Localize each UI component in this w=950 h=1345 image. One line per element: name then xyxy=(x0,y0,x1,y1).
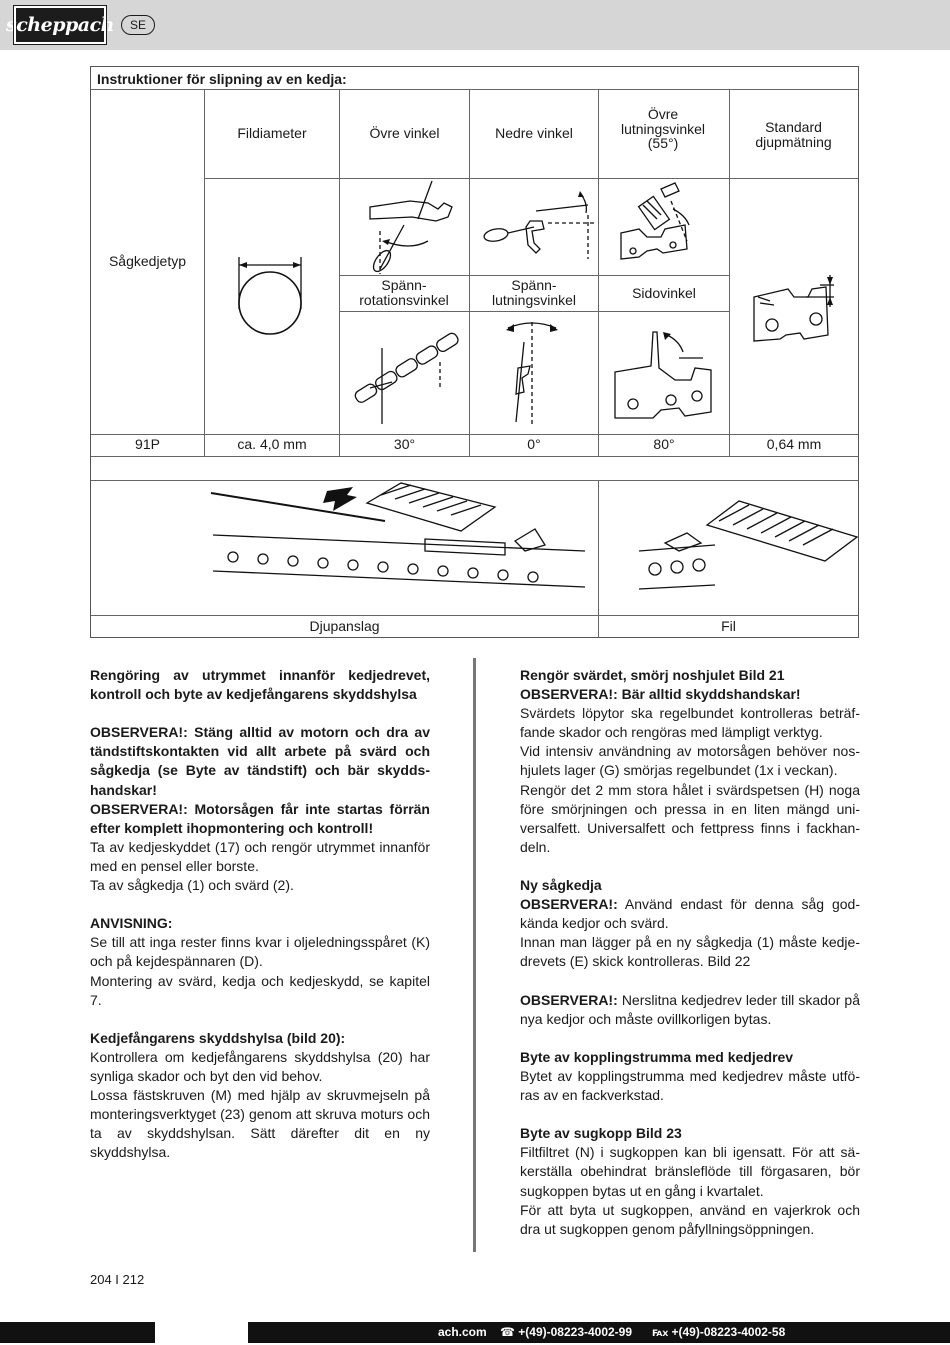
paragraph: Ta av kedjeskyddet (17) och rengör utrymmet innanför med en pensel eller borste. xyxy=(90,838,430,874)
paragraph: Innan man lägger på en ny sågkedja (1) måste kedjedrevets (E) skick kontrolleras. Bild 22 xyxy=(520,934,860,970)
heading: Byte av kopplingstrumma med kedjedrev xyxy=(520,1048,794,1065)
header-ovre-lutning: Övre lutningsvinkel (55°) xyxy=(620,106,706,152)
paragraph: OBSERVERA!: Använd endast för denna såg godkända kedjor och svärd. xyxy=(520,896,860,932)
header-fildiameter: Fildiameter xyxy=(237,125,307,141)
page-number: 204 I 212 xyxy=(90,1272,145,1287)
paragraph: Filtfiltret (N) i sugkoppen kan bli igensatt. För att säkerställa obehindrat bränsleflöde till förgasaren, bör sugkoppen bytas ut en gång i kvartalet. xyxy=(520,1144,860,1199)
subheader-sido: Sidovinkel xyxy=(632,285,696,301)
paragraph-gap xyxy=(90,1010,430,1029)
value-lower-angle: 0° xyxy=(527,436,541,452)
value-upper-tilt: 80° xyxy=(653,436,675,452)
file-diameter-diagram xyxy=(205,179,339,434)
tilt-angle-diagram xyxy=(470,312,598,434)
heading: OBSERVERA!: Motorsågen får inte startas förrän efter komplett ihopmontering och kontroll! xyxy=(90,800,430,836)
row-label-sagkedjetyp: Sågkedjetyp xyxy=(108,253,187,269)
value-upper-angle: 30° xyxy=(393,436,416,452)
language-badge: SE xyxy=(121,15,155,35)
label-fil: Fil xyxy=(721,618,736,634)
paragraph: OBSERVERA!: Nerslitna kedjedrev leder till skador på nya kedjor och måste ovillkorligen bytas. xyxy=(520,991,860,1027)
rotation-angle-diagram xyxy=(340,312,469,434)
emphasis: OBSERVERA!: xyxy=(520,896,618,913)
footer-white-block xyxy=(155,1322,248,1343)
header-ovre-vinkel: Övre vinkel xyxy=(369,125,440,141)
right-text-column xyxy=(520,666,860,1239)
depth-gauge-diagram xyxy=(730,179,858,434)
page-footer xyxy=(0,1322,950,1343)
paragraph: Rengör det 2 mm stora hålet i svärdspetsen (H) noga före smörjningen och pressa in en liten mängd universalfett. Universalfett och fettpress finns i fackhandeln. xyxy=(520,781,860,855)
heading: OBSERVERA!: Bär alltid skyddshandskar! xyxy=(520,686,801,703)
paragraph: Se till att inga rester finns kvar i oljeledningsspåret (K) och på kejdespännaren (D). xyxy=(90,934,430,970)
heading: Rengör svärdet, smörj noshjulet Bild 21 xyxy=(520,667,785,683)
footer-website: ach.com xyxy=(438,1325,487,1339)
paragraph: Lossa fästskruven (M) med hjälp av skruvmejseln på monteringsverktyget (23) genom att skruva moturs och ta av skyddshylsan. Sätt därefter dit en ny skyddshylsa. xyxy=(90,1087,430,1161)
upper-tilt-diagram xyxy=(599,179,729,275)
emphasis: OBSERVERA!: xyxy=(520,991,618,1008)
side-angle-diagram xyxy=(599,312,729,434)
upper-angle-diagram xyxy=(340,179,469,275)
heading: Byte av sugkopp Bild 23 xyxy=(520,1125,682,1142)
heading: Kedjefångarens skyddshylsa (bild 20): xyxy=(90,1029,346,1046)
paragraph: För att byta ut sugkoppen, använd en vajerkrok och dra ut sugkoppen genom påfyllningsöppningen. xyxy=(520,1201,860,1237)
value-diameter: ca. 4,0 mm xyxy=(237,436,307,452)
lower-angle-diagram xyxy=(470,179,598,275)
footer-phone: ☎ +(49)-08223-4002-99 xyxy=(500,1325,633,1339)
header-nedre-vinkel: Nedre vinkel xyxy=(495,125,573,141)
paragraph: Kontrollera om kedjefångarens skyddshylsa (20) har synliga skador och byt den vid behov. xyxy=(90,1048,430,1084)
heading: Ny sågkedja xyxy=(520,877,602,894)
paragraph: Vid intensiv användning av motorsågen behöver noshjulets lager (G) smörjas regelbundet (1x i veckan). xyxy=(520,743,860,779)
brand-logo: scheppach xyxy=(14,6,106,44)
paragraph-gap xyxy=(520,972,860,991)
table-title: Instruktioner för slipning av en kedja: xyxy=(97,71,347,87)
header-standard: Standard djupmätning xyxy=(755,119,832,150)
paragraph: Ta av sågkedja (1) och svärd (2). xyxy=(90,877,294,894)
column-divider xyxy=(473,658,476,1252)
depth-stop-diagram xyxy=(205,481,597,615)
subheader-rotation: Spänn-rotationsvinkel xyxy=(359,277,449,308)
subheader-lutning: Spänn-lutningsvinkel xyxy=(491,277,577,308)
value-depth: 0,64 mm xyxy=(766,436,822,452)
paragraph-gap xyxy=(90,895,430,914)
page-header xyxy=(0,0,950,50)
paragraph-gap xyxy=(90,704,430,723)
left-text-column xyxy=(90,666,430,1162)
heading: ANVISNING: xyxy=(90,915,173,932)
paragraph: Bytet av kopplingstrumma med kedjedrev måste utföras av en fackverkstad. xyxy=(520,1067,860,1104)
sharpening-table xyxy=(90,66,859,638)
paragraph: Montering av svärd, kedja och kedjeskydd, se kapitel 7. xyxy=(90,972,430,1008)
paragraph: Svärdets löpytor ska regelbundet kontrolleras beträffande skador och rengöras med lämpligt verktyg. xyxy=(520,705,860,741)
paragraph-gap xyxy=(520,857,860,876)
paragraph-gap xyxy=(520,1105,860,1124)
heading: Rengöring av utrymmet innanför kedjedrevet, kontroll och byte av kedjefångarens skyddshylsa xyxy=(90,667,430,703)
value-type: 91P xyxy=(135,436,160,452)
paragraph-gap xyxy=(520,1029,860,1048)
label-djupanslag: Djupanslag xyxy=(309,618,380,634)
file-diagram xyxy=(599,481,858,615)
heading: OBSERVERA!: Stäng alltid av motorn och dra av tändstiftskontakten vid allt arbete på svärd och sågkedja (se Byte av tändstift) och bär skyddshandskar! xyxy=(90,724,430,798)
footer-fax: ℻ +(49)-08223-4002-58 xyxy=(652,1325,786,1339)
